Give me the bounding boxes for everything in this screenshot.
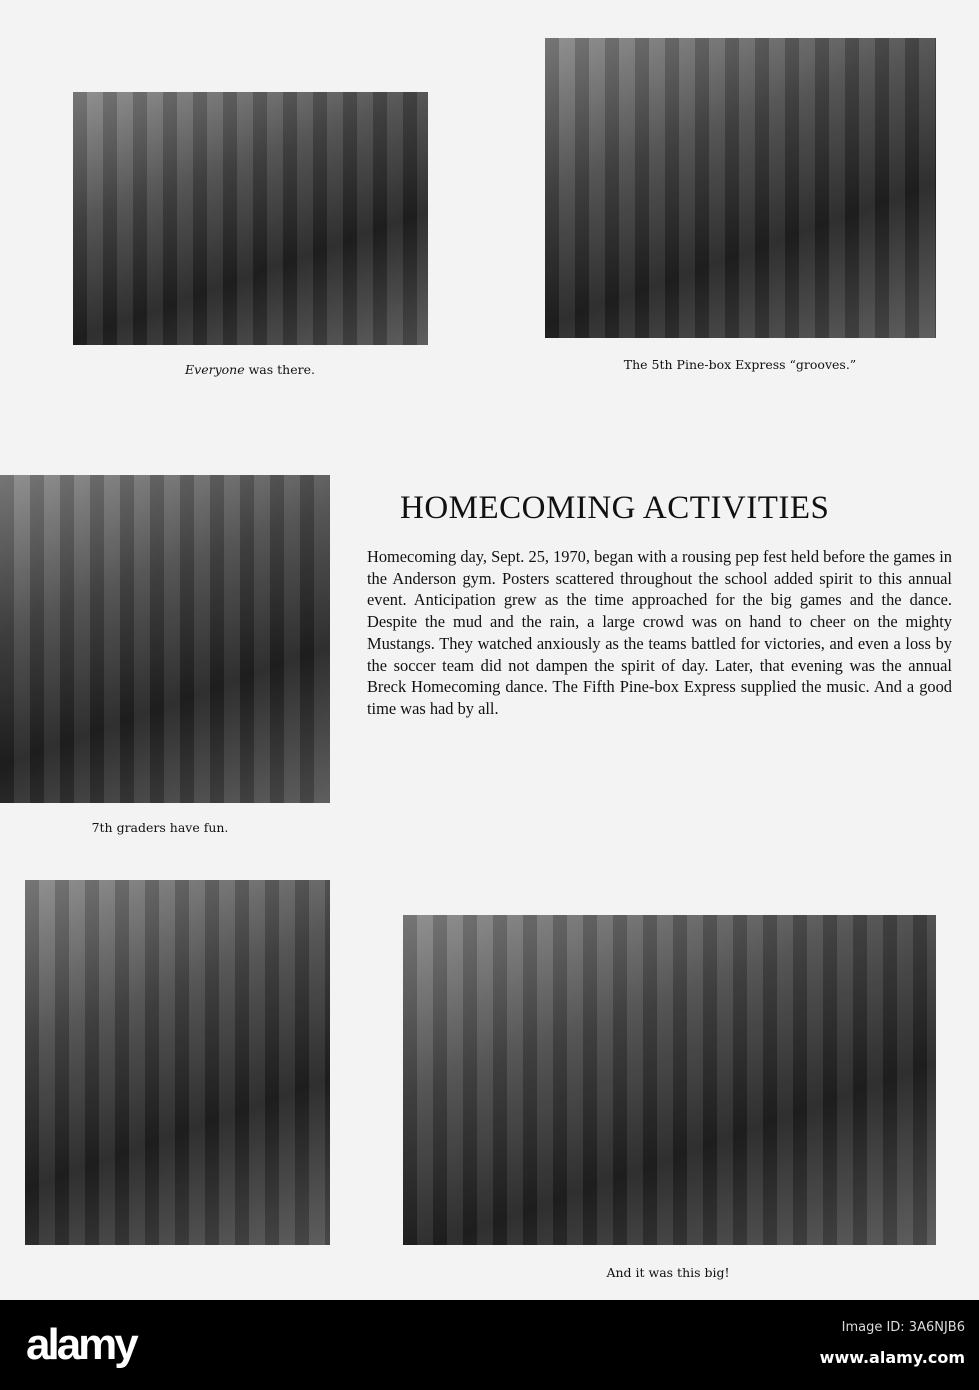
- photo-7th-graders: [0, 475, 330, 803]
- photo-dancers-right: [403, 915, 936, 1245]
- site-url: www.alamy.com: [819, 1348, 965, 1367]
- caption-italic: Everyone: [185, 362, 245, 377]
- image-id: Image ID: 3A6NJB6: [841, 1320, 965, 1335]
- caption-photo3: 7th graders have fun.: [91, 820, 229, 835]
- article-title: HOMECOMING ACTIVITIES: [400, 490, 830, 526]
- photo-crowd-dance: [73, 92, 428, 345]
- watermark-bar: [0, 1300, 979, 1390]
- caption-photo1: [185, 362, 315, 377]
- article-body: Homecoming day, Sept. 25, 1970, began with a rousing pep fest held before the games in the Anderson gym. Posters scattered throughout the school added spirit to this annual event. Anticipation grew as the time approached for the big games and the dance. Despite the mud and the rain, a large crowd was on hand to cheer on the mighty Mustangs. They watched anxiously as the teams battled for victories, and even a loss by the soccer team did not dampen the spirit of day. Later, that evening was the annual Breck Homecoming dance. The Fifth Pine-box Express supplied the music. And a good time was had by all.: [367, 547, 952, 718]
- caption-rest: was there.: [244, 362, 315, 377]
- caption-photo5: And it was this big!: [606, 1265, 730, 1280]
- photo-band-stage: [545, 38, 936, 338]
- caption-photo2: The 5th Pine-box Express “grooves.”: [623, 357, 857, 372]
- photo-dancers-left: [25, 880, 330, 1245]
- alamy-logo: alamy: [26, 1320, 136, 1369]
